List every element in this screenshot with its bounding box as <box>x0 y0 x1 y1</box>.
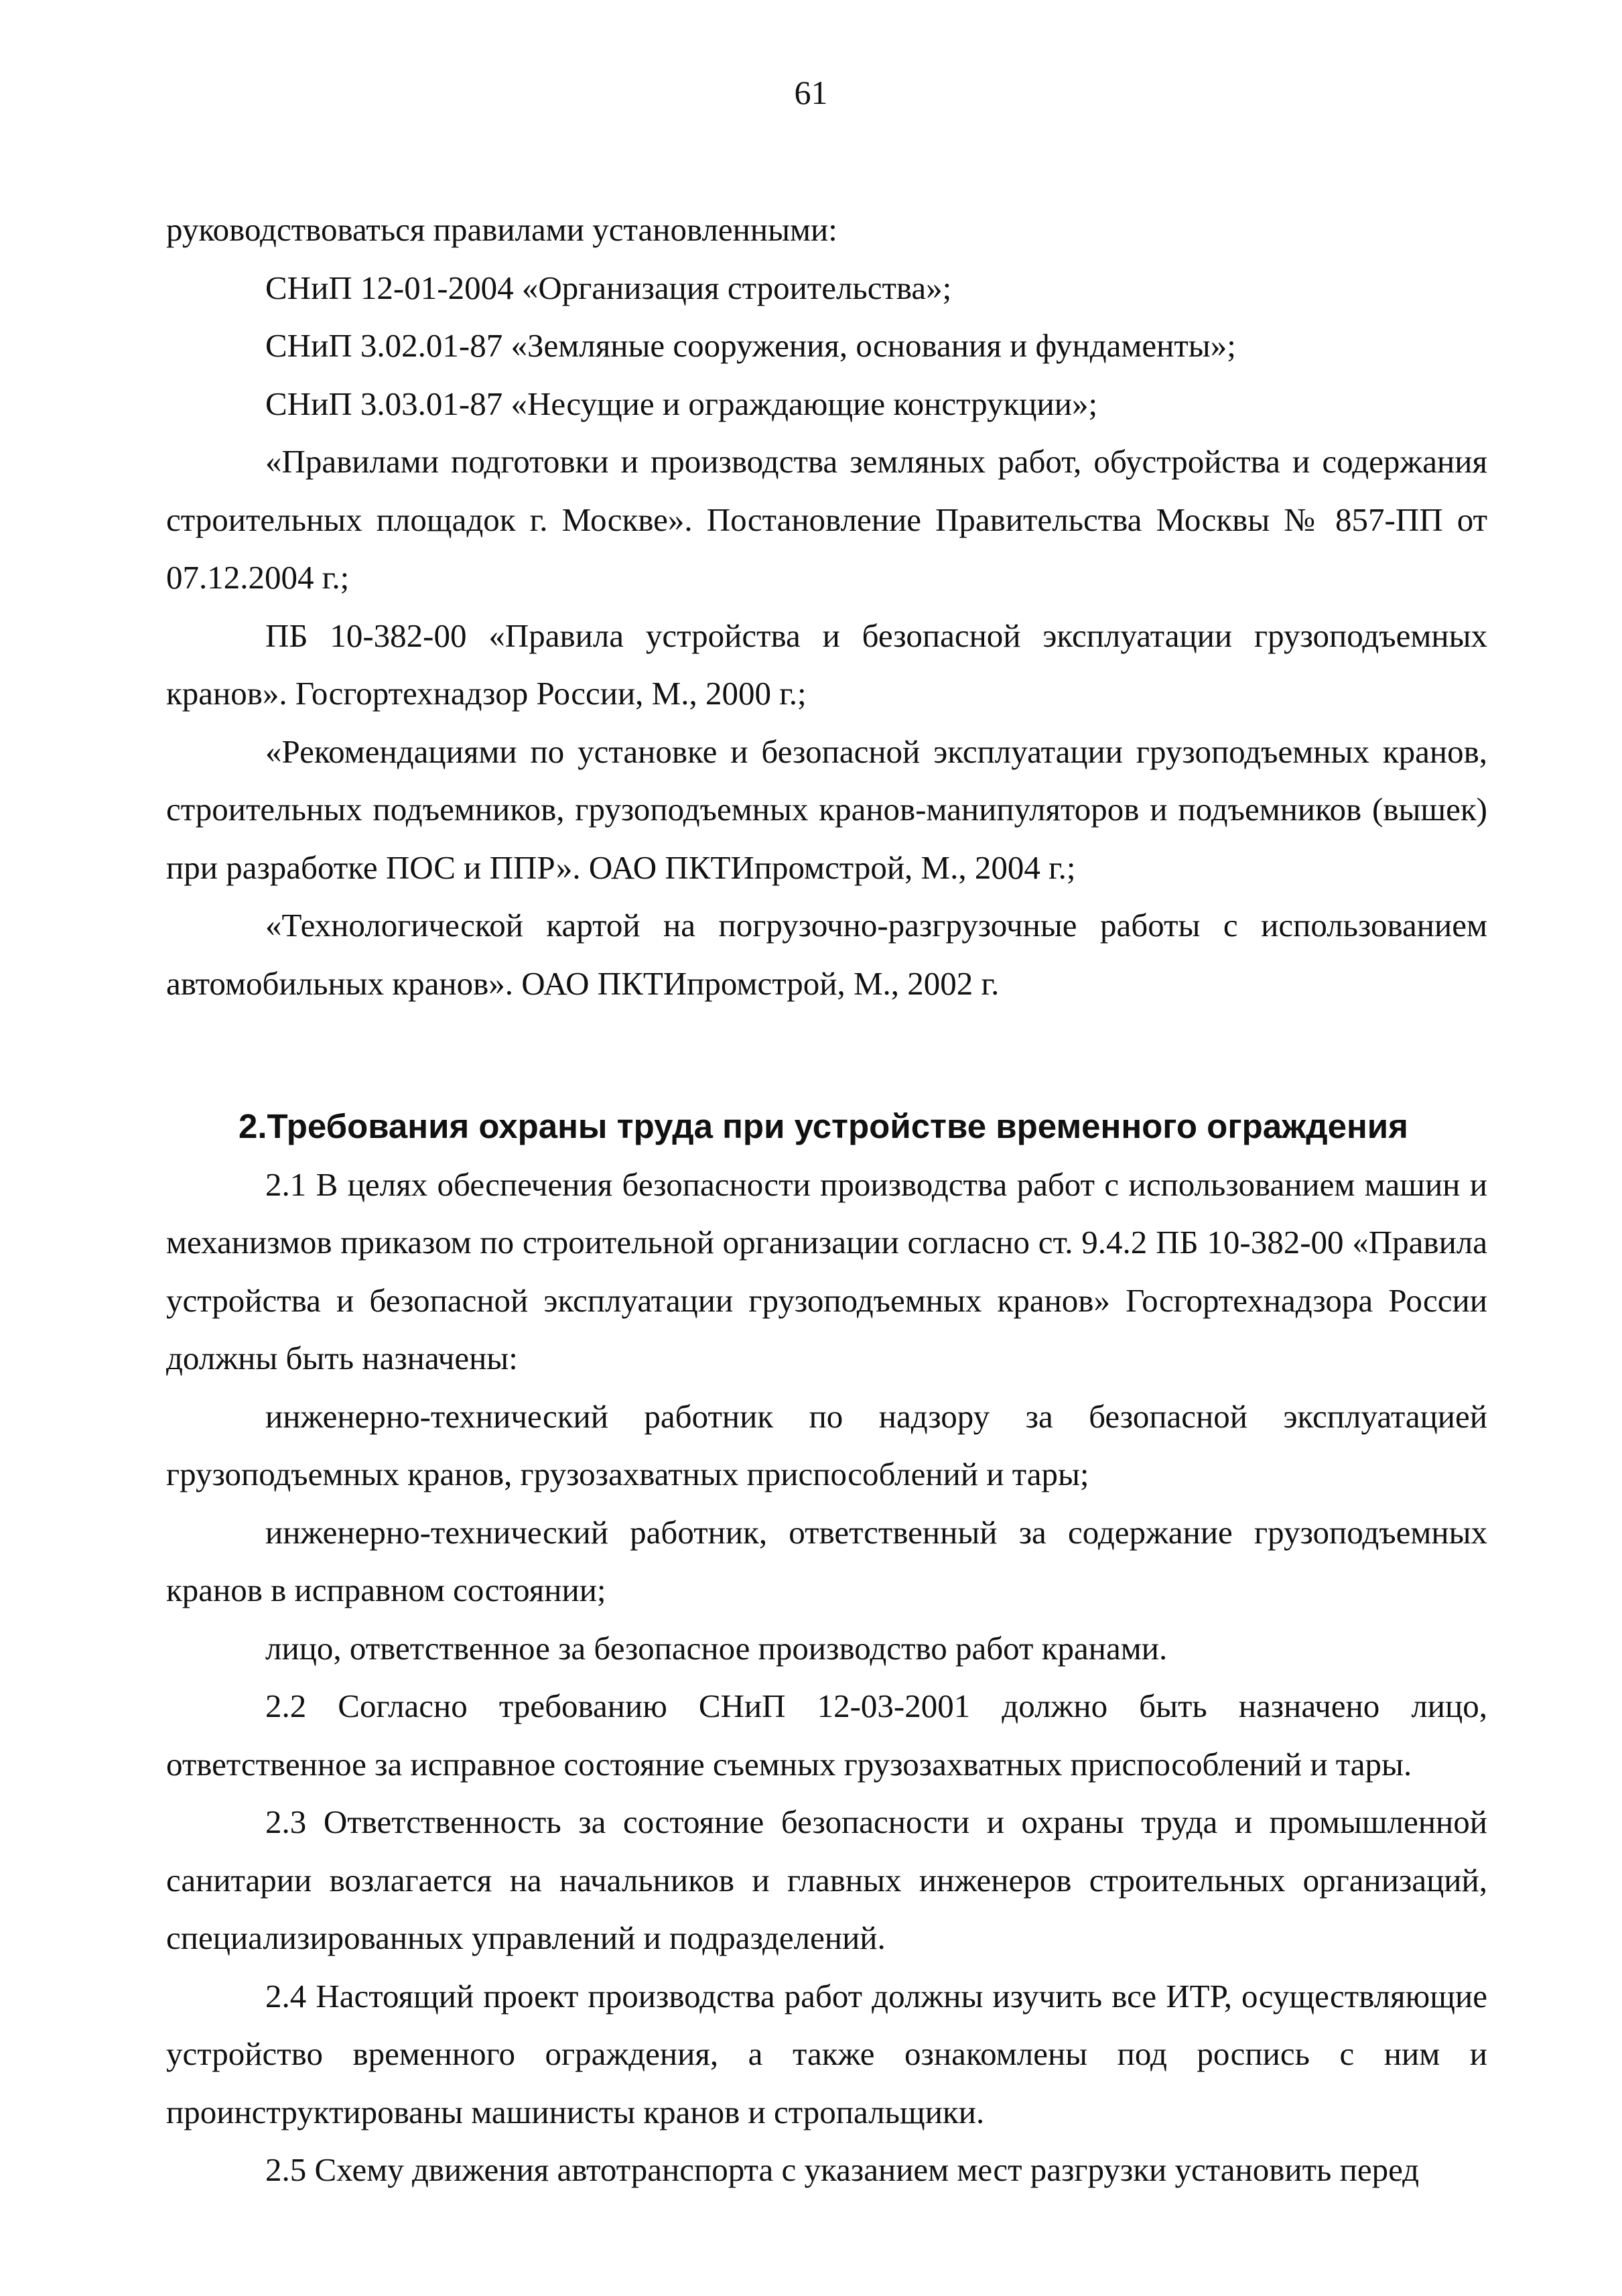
norm-item-tech-map: «Технологической картой на погрузочно-разгрузочные работы с использованием автомобильных кранов». ОАО ПКТИпромстрой, М., 2002 г. <box>166 907 1487 1002</box>
norm-item-snip-3-03: СНиП 3.03.01-87 «Несущие и ограждающие конструкции»; <box>265 385 1098 422</box>
paragraph-2-1: 2.1 В целях обеспечения безопасности производства работ с использованием машин и механизмов приказом по строительной организации согласно ст. 9.4.2 ПБ 10-382-00 «Правила устройства и безопасной эксплуатации грузоподъемных кранов» Госгортехнадзора России должны быть назначены: <box>166 1165 1487 1377</box>
responsible-item-supervision: инженерно-технический работник по надзору за безопасной эксплуатацией грузоподъемных кранов, грузозахватных приспособлений и тары; <box>166 1397 1487 1492</box>
section-heading: 2.Требования охраны труда при устройстве временного ограждения <box>239 1107 1408 1145</box>
page-number: 61 <box>794 74 828 111</box>
norm-item-snip-3-02: СНиП 3.02.01-87 «Земляные сооружения, основания и фундаменты»; <box>265 327 1236 364</box>
document-body <box>166 201 1487 2199</box>
paragraph-2-3: 2.3 Ответственность за состояние безопасности и охраны труда и промышленной санитарии возлагается на начальников и главных инженеров строительных организаций, специализированных управлений и подразделений. <box>166 1803 1487 1956</box>
paragraph-2-5: 2.5 Схему движения автотранспорта с указанием мест разгрузки установить перед <box>265 2151 1420 2188</box>
responsible-item-maintenance: инженерно-технический работник, ответственный за содержание грузоподъемных кранов в исправном состоянии; <box>166 1513 1487 1608</box>
responsible-item-safe-operation: лицо, ответственное за безопасное производство работ кранами. <box>265 1629 1168 1667</box>
norm-item-snip-12-01: СНиП 12-01-2004 «Организация строительства»; <box>265 269 952 306</box>
paragraph-2-4: 2.4 Настоящий проект производства работ должны изучить все ИТР, осуществляющие устройство временного ограждения, а также ознакомлены под роспись с ним и проинструктированы машинисты кранов и стропальщики. <box>166 1977 1487 2130</box>
paragraph-2-2: 2.2 Согласно требованию СНиП 12-03-2001 должно быть назначено лицо, ответственное за исправное состояние съемных грузозахватных приспособлений и тары. <box>166 1687 1487 1783</box>
norm-item-moscow-rules: «Правилами подготовки и производства земляных работ, обустройства и содержания строительных площадок г. Москве». Постановление Правительства Москвы № 857-ПП от 07.12.2004 г.; <box>166 443 1487 596</box>
norm-item-recommendations: «Рекомендациями по установке и безопасной эксплуатации грузоподъемных кранов, строительных подъемников, грузоподъемных кранов-манипуляторов и подъемников (вышек) при разработке ПОС и ППР». ОАО ПКТИпромстрой, М., 2004 г.; <box>166 732 1487 886</box>
intro-lead: руководствоваться правилами установленными: <box>166 211 837 248</box>
norm-item-pb-10-382: ПБ 10-382-00 «Правила устройства и безопасной эксплуатации грузоподъемных кранов». Госгортехнадзор России, М., 2000 г.; <box>166 617 1487 712</box>
